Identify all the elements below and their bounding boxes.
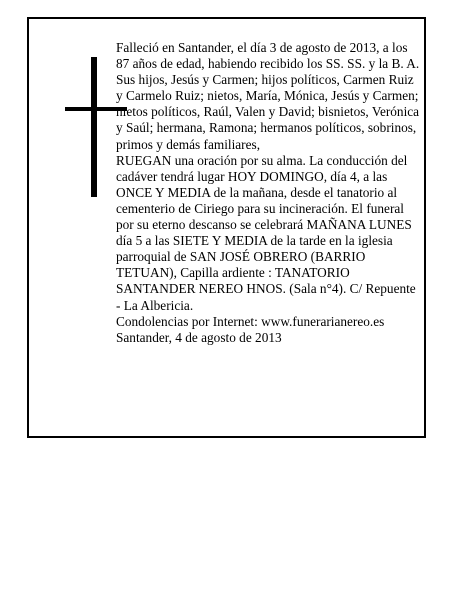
family-list: Sus hijos, Jesús y Carmen; hijos políticos, Carmen Ruiz y Carmelo Ruiz; nietos, María, Mónica, Jesús y Carmen; nietos políticos, Raúl, Valen y David; bisnietos, Verónica y Saúl; hermana, Ramona; hermanos políticos, sobrinos, primos y demás familiares, xyxy=(116,72,420,152)
obituary-notice-frame xyxy=(27,17,426,438)
place-and-date: Santander, 4 de agosto de 2013 xyxy=(116,329,282,345)
online-condolences: Condolencias por Internet: www.funerarianereo.es xyxy=(116,313,385,329)
obituary-text xyxy=(116,40,423,346)
cross-vertical-bar xyxy=(91,57,97,197)
death-announcement: Falleció en Santander, el día 3 de agosto de 2013, a los 87 años de edad, habiendo recibido los SS. SS. y la B. A. xyxy=(116,40,420,72)
funeral-details: RUEGAN una oración por su alma. La conducción del cadáver tendrá lugar HOY DOMINGO, día 4, a las ONCE Y MEDIA de la mañana, desde el tanatorio al cementerio de Ciriego para su incineración. El funeral por su eterno descanso se celebrará MAÑANA LUNES día 5 a las SIETE Y MEDIA de la tarde en la iglesia parroquial de SAN JOSÉ OBRERO (BARRIO TETUAN), Capilla ardiente : TANATORIO SANTANDER NEREO HNOS. (Sala n°4). C/ Repuente - La Albericia. xyxy=(116,152,416,313)
